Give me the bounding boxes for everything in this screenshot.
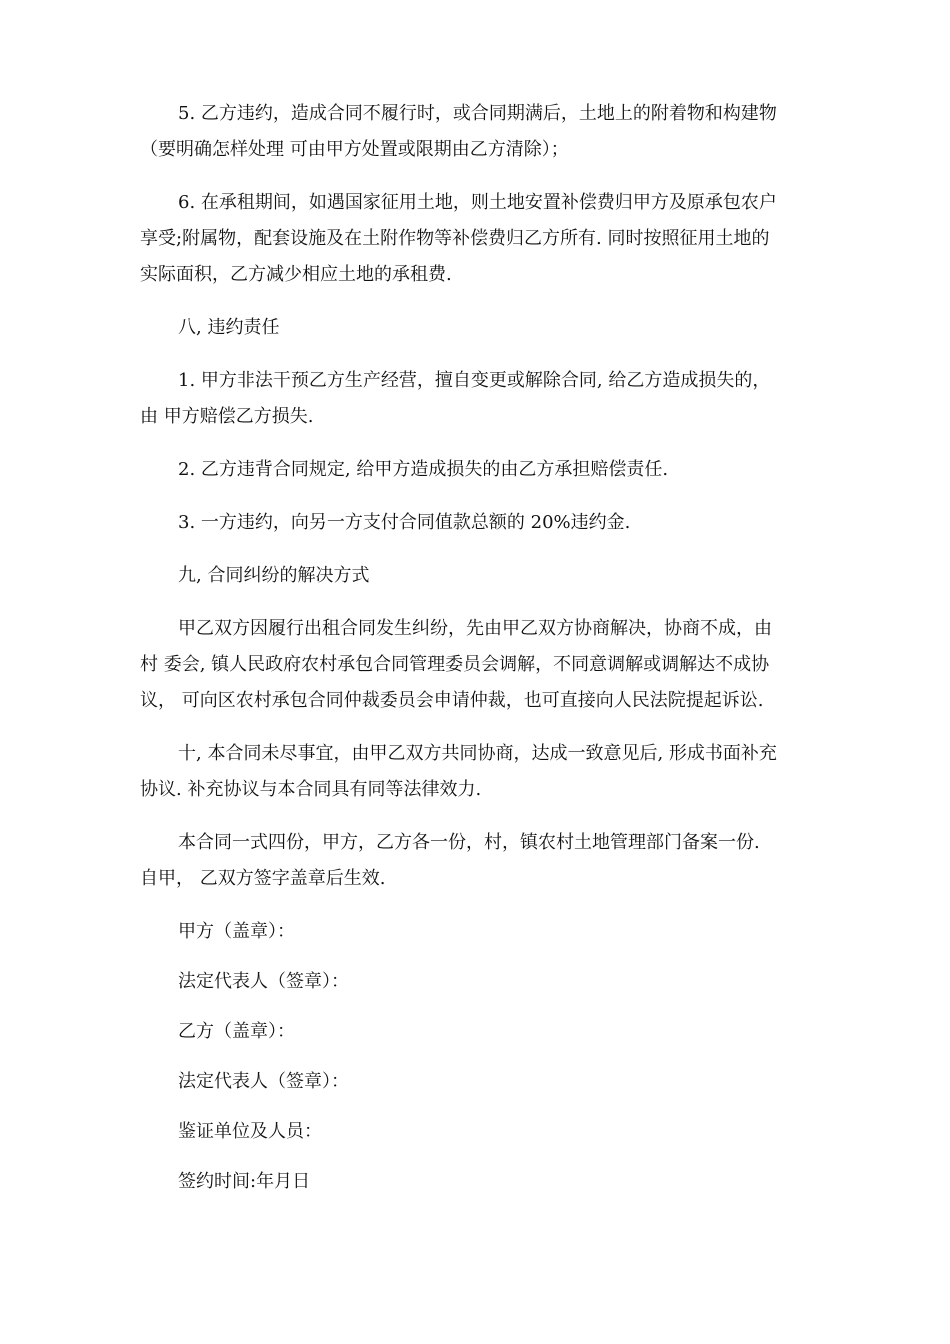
signature-date — [140, 1164, 820, 1214]
signature-label: 法定代表人（签章）： — [178, 971, 349, 992]
text-line: 村 委会, 镇人民政府农村承包合同管理委员会调解，不同意调解或调解达不成协 — [140, 654, 770, 675]
section-heading-disputes — [140, 558, 820, 594]
signature-party-b-rep — [140, 1064, 820, 1114]
signature-label: 甲方（盖章）： — [178, 921, 295, 942]
text-line: 由 甲方赔偿乙方损失. — [140, 406, 314, 427]
text-line: 3. 一方违约，向另一方支付合同值款总额的 20%违约金. — [178, 512, 631, 533]
clause-10 — [140, 736, 820, 808]
clause-8-2 — [140, 452, 820, 488]
signature-party-a-rep — [140, 964, 820, 1014]
signature-witness — [140, 1114, 820, 1164]
text-line: 1. 甲方非法干预乙方生产经营，擅自变更或解除合同, 给乙方造成损失的， — [178, 370, 771, 391]
text-line: 6. 在承租期间，如遇国家征用土地，则土地安置补偿费归甲方及原承包农户 — [178, 192, 777, 213]
clause-7-5 — [140, 96, 820, 168]
section-heading-liability — [140, 310, 820, 346]
copies-clause — [140, 825, 820, 897]
document-page — [140, 96, 820, 1214]
text-line: 协议. 补充协议与本合同具有同等法律效力. — [140, 779, 482, 800]
signature-label: 乙方（盖章）： — [178, 1021, 295, 1042]
text-line: 本合同一式四份，甲方，乙方各一份，村，镇农村土地管理部门备案一份. — [178, 832, 760, 853]
text-line: 2. 乙方违背合同规定, 给甲方造成损失的由乙方承担赔偿责任. — [178, 459, 669, 480]
section-heading: 九, 合同纠纷的解决方式 — [178, 565, 370, 586]
signature-party-a — [140, 914, 820, 964]
text-line: 实际面积，乙方减少相应土地的承租费. — [140, 264, 452, 285]
text-line: 5. 乙方违约，造成合同不履行时，或合同期满后，土地上的附着物和构建物 — [178, 103, 777, 124]
text-line: 十, 本合同未尽事宜，由甲乙双方共同协商，达成一致意见后, 形成书面补充 — [178, 743, 777, 764]
text-line: 议， 可向区农村承包合同仲裁委员会申请仲裁，也可直接向人民法院提起诉讼. — [140, 690, 764, 711]
signature-label: 法定代表人（签章）： — [178, 1071, 349, 1092]
signature-label: 鉴证单位及人员： — [178, 1121, 322, 1142]
text-line: 享受;附属物，配套设施及在土附作物等补偿费归乙方所有. 同时按照征用土地的 — [140, 228, 770, 249]
section-heading: 八, 违约责任 — [178, 317, 280, 338]
clause-8-1 — [140, 363, 820, 435]
text-line: 甲乙双方因履行出租合同发生纠纷，先由甲乙双方协商解决，协商不成，由 — [178, 618, 772, 639]
clause-7-6 — [140, 185, 820, 293]
signature-label: 签约时间:年月日 — [178, 1171, 311, 1192]
text-line: 自甲， 乙双方签字盖章后生效. — [140, 868, 386, 889]
text-line: （要明确怎样处理 可由甲方处置或限期由乙方清除）； — [140, 139, 569, 160]
clause-9-body — [140, 611, 820, 719]
signature-party-b — [140, 1014, 820, 1064]
clause-8-3 — [140, 505, 820, 541]
